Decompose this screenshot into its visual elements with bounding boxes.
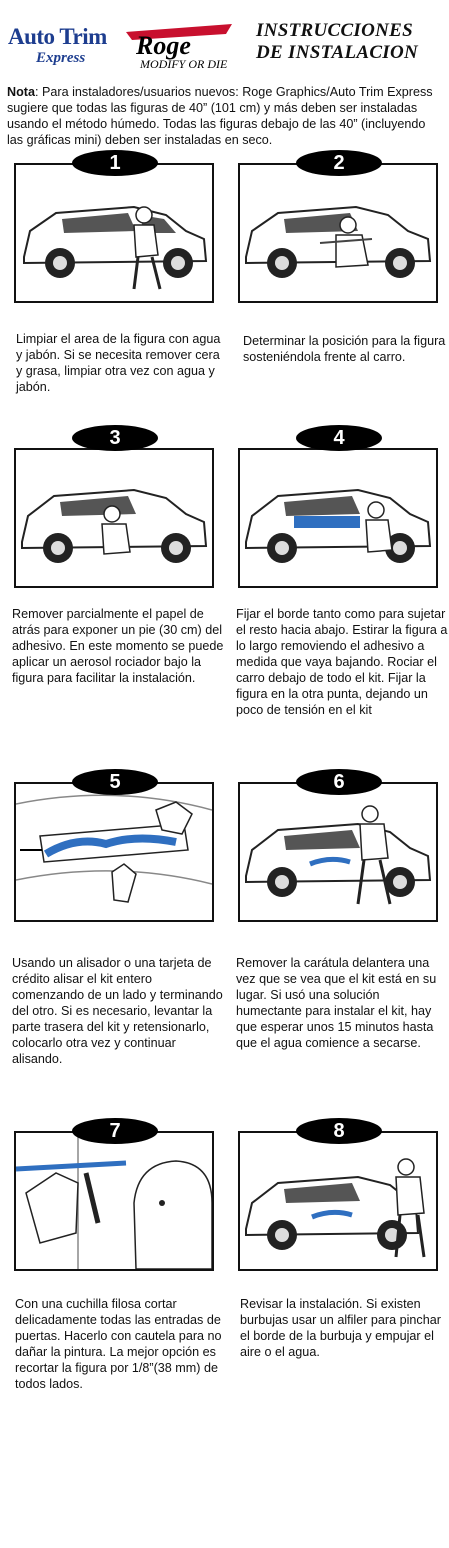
step-4-text: Fijar el borde tanto como para sujetar el resto hacia abajo. Estirar la figura a lo largo removiendo el adhesivo a medida que vaya bajando. Rociar el carro debajo de todo el kit. Fijar la figura en la otra punta, dejando un poco de tensión en el kit [236, 607, 448, 717]
vinyl-graphic-icon [16, 1163, 126, 1169]
step-1-illustration [14, 163, 214, 303]
step-4-illustration [238, 448, 438, 588]
step-5-text: Usando un alisador o una tarjeta de crédito alisar el kit entero comenzando de un lado y terminando del otro. Si es necesario, levantar la parte trasera del kit y retensionarlo, colocarlo otra vez y continuar alisando. [12, 956, 223, 1066]
suv-car-icon [24, 207, 206, 278]
step-6-text: Remover la carátula delantera una vez que se vea que el kit está en su lugar. Si usó una solución humectante para instalar el kit, hay que esperar unos 15 minutos hasta que el agua comience a secarse. [236, 956, 437, 1050]
auto-trim-express-logo [6, 20, 114, 70]
face-profile-icon [134, 1161, 212, 1269]
hand-with-knife-icon [26, 1173, 98, 1243]
step-7-number-badge: 7 [72, 1118, 158, 1144]
note-label: Nota [7, 85, 35, 99]
step-5-number-badge: 5 [72, 769, 158, 795]
person-icon [358, 806, 390, 904]
logo-autotrim-line2: Express [36, 50, 86, 66]
title-line-2: DE INSTALACION [256, 42, 419, 63]
logo-autotrim-line1: Auto Trim [8, 24, 107, 49]
step-1-text: Limpiar el area de la figura con agua y jabón. Si se necesita remover cera y grasa, limpiar otra vez con agua y jabón. [16, 332, 221, 394]
step-3-number-badge: 3 [72, 425, 158, 451]
step-7-illustration [14, 1131, 214, 1271]
step-7-text: Con una cuchilla filosa cortar delicadamente todas las entradas de puertas. Hacerlo con cautela para no dañar la pintura. La mejor opción es recortar la figura por 1/8”(38 mm) de todos lados. [15, 1297, 222, 1391]
step-3-text: Remover parcialmente el papel de atrás para exponer un pie (30 cm) del adhesivo. En este momento se puede aplicar un aerosol rociador bajo la figura para facilitar la instalación. [12, 607, 224, 685]
roge-logo [122, 18, 240, 72]
title-line-1: INSTRUCCIONES [256, 20, 414, 41]
step-3-illustration [14, 448, 214, 588]
step-8-text: Revisar la instalación. Si existen burbujas usar un alfiler para pinchar el borde de la burbuja y empujar el aire o el agua. [240, 1297, 441, 1359]
step-4-number-badge: 4 [296, 425, 382, 451]
roge-logo-main-text: Roge [136, 31, 191, 60]
step-8-number-badge: 8 [296, 1118, 382, 1144]
step-6-number-badge: 6 [296, 769, 382, 795]
roge-logo-tagline: MODIFY OR DIE [140, 57, 228, 71]
step-6-illustration [238, 782, 438, 922]
step-2-number-badge: 2 [296, 150, 382, 176]
step-8-illustration [238, 1131, 438, 1271]
note-text: : Para instaladores/usuarios nuevos: Roge Graphics/Auto Trim Express sugiere que todas las figuras de 40” (101 cm) y más deben ser instaladas usando el método húmedo. Todas las figuras debajo de las 40” (incluyendo las gráficas mini) deben ser instaladas en seco. [7, 85, 433, 147]
step-1-number-badge: 1 [72, 150, 158, 176]
installer-note [7, 84, 444, 148]
page-title [256, 20, 446, 64]
vinyl-graphic-icon [294, 516, 360, 528]
step-2-text: Determinar la posición para la figura sosteniéndola frente al carro. [243, 334, 446, 364]
step-2-illustration [238, 163, 438, 303]
step-5-illustration [14, 782, 214, 922]
